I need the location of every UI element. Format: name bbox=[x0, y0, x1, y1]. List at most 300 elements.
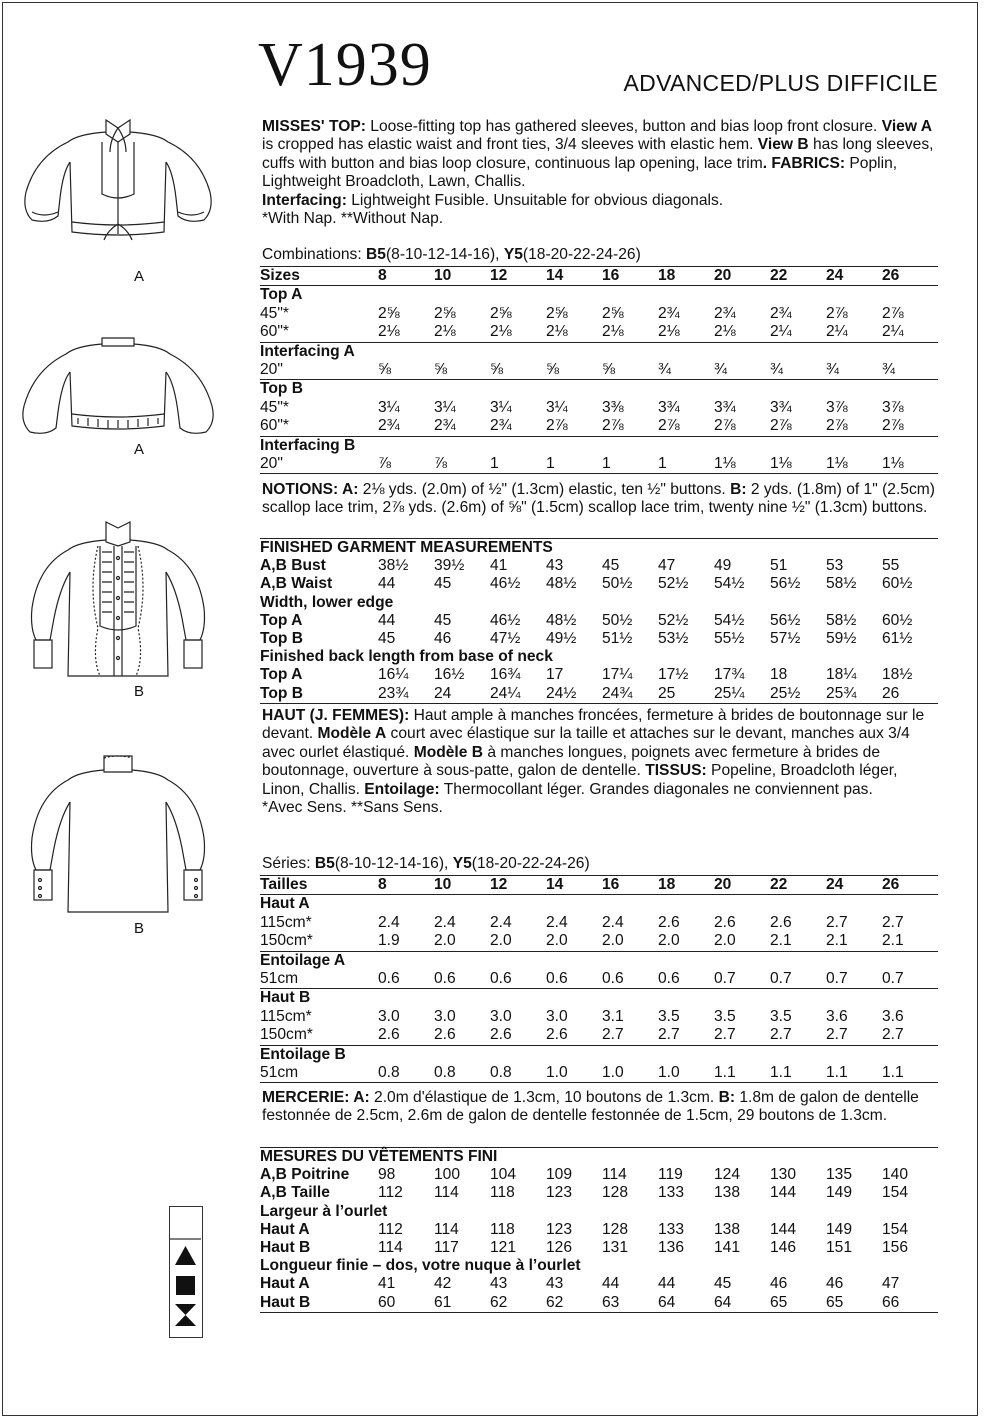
table-cell: 24 bbox=[434, 685, 490, 704]
series-b5-sizes: (8-10-12-14-16), bbox=[334, 855, 453, 872]
desc-text-1: Loose-fitting top has gathered sleeves, button and bias loop front closure. bbox=[365, 118, 882, 135]
table-cell: 41 bbox=[490, 557, 508, 575]
row-label: Haut B bbox=[260, 1239, 311, 1257]
desc-fr-text-1: Haut ample à manches froncées, fermeture à brides de boutonnage sur le devant. bbox=[262, 707, 925, 743]
size-header-cell: 14 bbox=[546, 876, 602, 895]
row-label: Top B bbox=[260, 685, 378, 704]
subheading: Largeur à l’ourlet bbox=[260, 1202, 388, 1220]
table-cell: 128 bbox=[602, 1184, 629, 1202]
size-header-cell: 12 bbox=[490, 267, 546, 286]
table-cell: 3.6 bbox=[882, 1007, 904, 1025]
table-cell: 100 bbox=[434, 1166, 461, 1184]
table-cell: 49 bbox=[714, 557, 732, 575]
table-row bbox=[260, 1239, 938, 1257]
table-cell: 1.1 bbox=[882, 1064, 938, 1083]
desc-fr-entoilage: Entoilage: bbox=[364, 780, 440, 798]
difficulty-label: ADVANCED/PLUS DIFFICILE bbox=[623, 70, 938, 96]
desc-fr-text-4: Popeline, Broadcloth léger, Linon, Challis. bbox=[262, 762, 898, 798]
table-cell: 2⅝ bbox=[434, 304, 456, 322]
table-cell: 3¼ bbox=[490, 398, 512, 416]
table-cell: 1 bbox=[658, 455, 714, 474]
measurements-title-row bbox=[260, 539, 938, 558]
table-cell: 1 bbox=[490, 455, 546, 474]
table-cell: 138 bbox=[714, 1184, 741, 1202]
table-cell: 16½ bbox=[434, 666, 465, 684]
section-title: Entoilage B bbox=[260, 1045, 346, 1063]
table-cell: 149 bbox=[826, 1184, 853, 1202]
table-row bbox=[260, 323, 938, 342]
table-row bbox=[260, 932, 938, 951]
table-cell: 3.5 bbox=[658, 1007, 680, 1025]
table-cell: 2⅝ bbox=[546, 304, 568, 322]
table-cell: 51½ bbox=[602, 630, 633, 648]
row-label: 60"* bbox=[260, 323, 378, 342]
table-cell: 46½ bbox=[490, 575, 521, 593]
row-label: 20" bbox=[260, 455, 378, 474]
table-cell: 0.6 bbox=[378, 970, 434, 989]
table-cell: 2⅝ bbox=[490, 304, 512, 322]
desc-fr-text-2: court avec élastique sur la taille et attaches sur le devant, manches aux 3/4 avec ourlet élastiqué. bbox=[262, 725, 910, 761]
table-cell: 17¾ bbox=[714, 666, 745, 684]
table-cell: 44 bbox=[658, 1275, 676, 1293]
section-title-row bbox=[260, 1045, 938, 1064]
table-cell: 45 bbox=[602, 557, 620, 575]
table-cell: 61½ bbox=[882, 630, 913, 648]
table-cell: 2.6 bbox=[434, 1026, 490, 1045]
row-label: 45"* bbox=[260, 304, 289, 322]
table-cell: 2⅛ bbox=[658, 323, 714, 342]
table-cell: 23¾ bbox=[378, 685, 434, 704]
section-title: Haut A bbox=[260, 895, 310, 913]
table-cell: 17 bbox=[546, 666, 564, 684]
combination-b5-sizes: (8-10-12-14-16), bbox=[385, 246, 504, 263]
table-cell: 124 bbox=[714, 1166, 741, 1184]
table-cell: ⅝ bbox=[602, 361, 658, 380]
table-cell: 2.0 bbox=[434, 932, 490, 951]
size-header-cell: 10 bbox=[434, 267, 490, 286]
table-cell: 2.7 bbox=[882, 1026, 938, 1045]
table-cell: 3.1 bbox=[602, 1007, 624, 1025]
table-cell: 43 bbox=[490, 1275, 508, 1293]
table-cell: 2⅞ bbox=[770, 417, 826, 436]
table-cell: 3⅞ bbox=[826, 398, 848, 416]
table-cell: 3¼ bbox=[434, 398, 456, 416]
table-cell: 2.0 bbox=[658, 932, 714, 951]
table-cell: 104 bbox=[490, 1166, 517, 1184]
table-cell: 123 bbox=[546, 1184, 573, 1202]
size-header-cell: 20 bbox=[714, 876, 770, 895]
row-label: 51cm bbox=[260, 1064, 378, 1083]
subheading: Longueur finie – dos, votre nuque à l’ourlet bbox=[260, 1257, 581, 1275]
size-header-cell: 16 bbox=[602, 876, 658, 895]
desc-nap-note: *With Nap. **Without Nap. bbox=[262, 210, 444, 228]
desc-text-2: is cropped has elastic waist and front ties, 3/4 sleeves with elastic hem. bbox=[262, 136, 758, 154]
row-label: Top A bbox=[260, 611, 303, 629]
series-b5: B5 bbox=[314, 855, 335, 872]
table-cell: 17½ bbox=[658, 666, 689, 684]
table-cell: 3.0 bbox=[378, 1007, 400, 1025]
pattern-number: V1939 bbox=[258, 31, 432, 99]
series-y5: Y5 bbox=[452, 855, 472, 872]
table-cell: 0.8 bbox=[490, 1064, 546, 1083]
table-cell: 133 bbox=[658, 1184, 685, 1202]
size-header-cell: 10 bbox=[434, 876, 490, 895]
table-cell: 0.7 bbox=[770, 970, 826, 989]
view-a-front-sketch bbox=[18, 112, 218, 262]
size-header-cell: 18 bbox=[658, 876, 714, 895]
table-cell: 39½ bbox=[434, 557, 465, 575]
table-cell: 18½ bbox=[882, 666, 913, 684]
desc-view-a: View A bbox=[881, 118, 933, 135]
table-cell: 0.7 bbox=[826, 970, 882, 989]
square-icon bbox=[176, 1276, 195, 1295]
section-title: Haut B bbox=[260, 989, 311, 1007]
table-cell: 0.7 bbox=[714, 970, 770, 989]
table-cell: 24¾ bbox=[602, 685, 658, 704]
view-label-b-front: B bbox=[133, 683, 144, 700]
table-cell: 44 bbox=[378, 575, 396, 593]
table-cell: 47 bbox=[658, 557, 676, 575]
table-cell: 3¾ bbox=[658, 398, 680, 416]
table-cell: 112 bbox=[378, 1184, 403, 1202]
table-cell: 2.1 bbox=[882, 932, 938, 951]
size-header-cell: 26 bbox=[882, 267, 938, 286]
size-header-row bbox=[260, 267, 938, 286]
table-cell: 2⅛ bbox=[546, 323, 602, 342]
table-cell: 45 bbox=[714, 1275, 732, 1293]
table-cell: 128 bbox=[602, 1220, 629, 1238]
section-title: Top A bbox=[260, 286, 303, 304]
table-cell: 1.1 bbox=[770, 1064, 826, 1083]
table-cell: 118 bbox=[490, 1220, 515, 1238]
table-cell: 0.6 bbox=[546, 970, 602, 989]
table-cell: 2⅛ bbox=[714, 323, 770, 342]
mercerie-text-1: 2.0m d'élastique de 1.3cm, 10 boutons de 1.3cm. bbox=[369, 1089, 719, 1106]
table-cell: 109 bbox=[546, 1166, 573, 1184]
row-label: 20" bbox=[260, 361, 378, 380]
desc-fr-lead: HAUT (J. FEMMES): bbox=[262, 707, 410, 724]
view-label-b-back: B bbox=[133, 920, 144, 937]
table-cell: ⅝ bbox=[490, 361, 546, 380]
table-row bbox=[260, 455, 938, 474]
row-label: 150cm* bbox=[260, 932, 378, 951]
table-cell: 118 bbox=[490, 1184, 515, 1202]
size-header-cell: 24 bbox=[826, 267, 882, 286]
table-row bbox=[260, 575, 938, 593]
table-cell: 0.7 bbox=[882, 970, 938, 989]
table-cell: 2⅝ bbox=[602, 304, 624, 322]
desc-fr-text-3: à manches longues, poignets avec fermeture à brides de boutonnage, ouverture à sous-patte, galon de dentelle. bbox=[262, 743, 881, 780]
table-row bbox=[260, 305, 938, 323]
table-cell: 3.0 bbox=[490, 1007, 512, 1025]
yardage-table-english bbox=[260, 266, 938, 474]
table-row bbox=[260, 1184, 938, 1202]
table-cell: 2⅞ bbox=[882, 417, 938, 436]
measurements-title: FINISHED GARMENT MEASUREMENTS bbox=[260, 539, 938, 558]
table-row bbox=[260, 970, 938, 989]
table-cell: 63 bbox=[602, 1294, 658, 1313]
table-cell: 3¼ bbox=[378, 398, 400, 416]
view-label-a-back: A bbox=[133, 441, 144, 458]
mercerie-lead: MERCERIE: A: bbox=[262, 1089, 370, 1106]
table-cell: 25½ bbox=[770, 685, 826, 704]
table-cell: 2.7 bbox=[714, 1026, 770, 1045]
table-cell: 2⅛ bbox=[602, 323, 658, 342]
table-cell: 2¾ bbox=[434, 417, 490, 436]
table-cell: ⅝ bbox=[378, 361, 434, 380]
row-label: A,B Bust bbox=[260, 557, 326, 575]
measurements-title-row bbox=[260, 1148, 938, 1167]
table-cell: 0.8 bbox=[378, 1064, 434, 1083]
table-cell: 3.6 bbox=[826, 1007, 848, 1025]
table-cell: 1.1 bbox=[826, 1064, 882, 1083]
table-cell: 43 bbox=[546, 1275, 564, 1293]
notions-text-1: 2⅛ yds. (2.0m) of ½" (1.3cm) elastic, ten ½" buttons. bbox=[358, 481, 731, 498]
table-cell: 144 bbox=[770, 1184, 797, 1202]
measurements-title: MESURES DU VÊTEMENTS FINI bbox=[260, 1148, 938, 1167]
table-cell: 45 bbox=[378, 630, 396, 648]
table-cell: 131 bbox=[602, 1239, 629, 1257]
table-cell: 144 bbox=[770, 1220, 797, 1238]
table-cell: 46 bbox=[826, 1275, 844, 1293]
table-cell: 141 bbox=[714, 1239, 741, 1257]
measurements-table-french bbox=[260, 1147, 938, 1313]
table-cell: 2⅞ bbox=[826, 417, 882, 436]
table-cell: 3.0 bbox=[546, 1007, 568, 1025]
size-header-row bbox=[260, 876, 938, 895]
row-label: A,B Taille bbox=[260, 1184, 330, 1202]
table-cell: 2¾ bbox=[378, 417, 434, 436]
table-cell: 114 bbox=[434, 1220, 459, 1238]
measurements-table-english bbox=[260, 538, 938, 704]
subheading-row bbox=[260, 1203, 938, 1221]
table-cell: 2.4 bbox=[490, 913, 512, 931]
table-cell: 1.0 bbox=[602, 1064, 658, 1083]
table-cell: 2.1 bbox=[770, 932, 826, 951]
yardage-table-french bbox=[260, 875, 938, 1083]
description-english bbox=[262, 118, 942, 228]
section-title: Top B bbox=[260, 380, 304, 398]
table-cell: ¾ bbox=[882, 361, 938, 380]
size-header-cell: 8 bbox=[378, 876, 434, 895]
table-cell: 46 bbox=[434, 630, 452, 648]
desc-text-4: Poplin, Lightweight Broadcloth, Lawn, Challis. bbox=[262, 154, 898, 191]
table-cell: 52½ bbox=[658, 611, 689, 629]
table-cell: 2⅛ bbox=[490, 323, 546, 342]
table-cell: 1⅛ bbox=[882, 455, 938, 474]
size-header-cell: 14 bbox=[546, 267, 602, 286]
table-cell: 126 bbox=[546, 1239, 573, 1257]
table-cell: 2.4 bbox=[602, 913, 624, 931]
table-cell: 25¾ bbox=[826, 685, 882, 704]
table-cell: 38½ bbox=[378, 557, 409, 575]
row-label: A,B Poitrine bbox=[260, 1166, 350, 1184]
section-title-row bbox=[260, 286, 938, 305]
section-title-row bbox=[260, 436, 938, 455]
pattern-symbols-box bbox=[169, 1206, 203, 1338]
table-cell: 53 bbox=[826, 557, 844, 575]
row-label: Haut A bbox=[260, 1275, 310, 1293]
table-cell: 2⅞ bbox=[882, 304, 904, 322]
combination-y5-sizes: (18-20-22-24-26) bbox=[522, 246, 641, 263]
table-cell: 2.1 bbox=[826, 932, 882, 951]
table-cell: 149 bbox=[826, 1220, 853, 1238]
section-title-row bbox=[260, 342, 938, 361]
desc-text-5: Lightweight Fusible. Unsuitable for obvious diagonals. bbox=[346, 191, 724, 209]
table-cell: ⅞ bbox=[434, 455, 490, 474]
table-cell: 2¼ bbox=[882, 323, 938, 342]
table-cell: 114 bbox=[434, 1184, 459, 1202]
table-cell: 54½ bbox=[714, 575, 745, 593]
row-label: 115cm* bbox=[260, 913, 312, 931]
desc-interfacing-label: Interfacing: bbox=[262, 191, 347, 209]
table-cell: 42 bbox=[434, 1275, 452, 1293]
table-cell: 2.7 bbox=[882, 913, 904, 931]
table-cell: 114 bbox=[602, 1166, 627, 1184]
view-label-a-front: A bbox=[133, 268, 144, 285]
table-cell: ¾ bbox=[714, 361, 770, 380]
row-label: Top A bbox=[260, 666, 303, 684]
table-cell: 2⅞ bbox=[714, 417, 770, 436]
table-cell: 119 bbox=[658, 1166, 683, 1184]
table-cell: 25 bbox=[658, 685, 714, 704]
table-cell: 1⅛ bbox=[714, 455, 770, 474]
table-cell: 58½ bbox=[826, 575, 857, 593]
table-row bbox=[260, 417, 938, 436]
table-cell: 3¾ bbox=[770, 398, 792, 416]
hourglass-icon bbox=[175, 1304, 196, 1326]
size-header-cell: 18 bbox=[658, 267, 714, 286]
table-cell: 0.6 bbox=[490, 970, 546, 989]
table-cell: 60 bbox=[378, 1294, 434, 1313]
table-cell: 114 bbox=[378, 1239, 403, 1257]
table-cell: 43 bbox=[546, 557, 564, 575]
table-row bbox=[260, 914, 938, 932]
table-cell: 2.4 bbox=[378, 913, 400, 931]
table-cell: 65 bbox=[770, 1294, 826, 1313]
table-cell: 2.7 bbox=[770, 1026, 826, 1045]
table-cell: 117 bbox=[434, 1239, 459, 1257]
combination-b5: B5 bbox=[366, 246, 386, 263]
table-cell: 2¾ bbox=[658, 304, 680, 322]
table-cell: 64 bbox=[714, 1294, 770, 1313]
table-cell: 2.7 bbox=[826, 1026, 882, 1045]
desc-fr-tissus: TISSUS: bbox=[645, 762, 707, 780]
table-cell: 1 bbox=[602, 455, 658, 474]
triangle-up-icon bbox=[175, 1246, 196, 1265]
notions-french bbox=[262, 1089, 942, 1126]
table-cell: 1⅛ bbox=[770, 455, 826, 474]
table-cell: 2.6 bbox=[378, 1026, 434, 1045]
size-header-cell: 22 bbox=[770, 267, 826, 286]
desc-fr-nap-note: *Avec Sens. **Sans Sens. bbox=[262, 799, 443, 817]
table-cell: 25¼ bbox=[714, 685, 770, 704]
table-row bbox=[260, 685, 938, 704]
section-title: Interfacing B bbox=[260, 436, 356, 454]
desc-fr-text-5: Thermocollant léger. Grandes diagonales ne conviennent pas. bbox=[439, 780, 873, 798]
table-cell: 44 bbox=[602, 1275, 620, 1293]
mercerie-text-2: 1.8m de galon de dentelle festonnée de 2.5cm, 2.6m de galon de dentelle festonnée de 1.5cm, 29 boutons de 1.3cm. bbox=[262, 1089, 919, 1125]
section-title: Entoilage A bbox=[260, 951, 346, 969]
section-title-row bbox=[260, 380, 938, 399]
subheading: Finished back length from base of neck bbox=[260, 648, 553, 666]
size-header-cell: 22 bbox=[770, 876, 826, 895]
table-cell: 50½ bbox=[602, 611, 633, 629]
table-cell: 61 bbox=[434, 1294, 490, 1313]
table-cell: 56½ bbox=[770, 611, 801, 629]
subheading-row bbox=[260, 1257, 938, 1275]
table-cell: 18¼ bbox=[826, 666, 857, 684]
size-header-cell: 20 bbox=[714, 267, 770, 286]
table-cell: 2.0 bbox=[714, 932, 770, 951]
combinations-french bbox=[262, 855, 590, 873]
table-cell: 3.0 bbox=[434, 1007, 456, 1025]
table-cell: 2.6 bbox=[658, 913, 680, 931]
table-cell: 47 bbox=[882, 1275, 900, 1293]
table-row bbox=[260, 1026, 938, 1045]
table-cell: 46 bbox=[770, 1275, 788, 1293]
table-cell: 24¼ bbox=[490, 685, 546, 704]
table-cell: 130 bbox=[770, 1166, 797, 1184]
mercerie-b: B: bbox=[718, 1089, 736, 1106]
row-label: A,B Waist bbox=[260, 575, 333, 593]
table-cell: 57½ bbox=[770, 630, 801, 648]
row-label: 150cm* bbox=[260, 1026, 378, 1045]
table-cell: 18 bbox=[770, 666, 788, 684]
combinations-english bbox=[262, 246, 641, 264]
table-cell: 0.8 bbox=[434, 1064, 490, 1083]
table-cell: 2⅛ bbox=[378, 323, 434, 342]
table-cell: 17¼ bbox=[602, 666, 633, 684]
table-cell: 64 bbox=[658, 1294, 714, 1313]
table-cell: 60½ bbox=[882, 611, 913, 629]
table-cell: 2.0 bbox=[602, 932, 658, 951]
table-cell: 2.6 bbox=[490, 1026, 546, 1045]
table-cell: 62 bbox=[546, 1294, 602, 1313]
table-cell: 58½ bbox=[826, 611, 857, 629]
table-cell: 2⅛ bbox=[434, 323, 490, 342]
table-cell: ⅝ bbox=[434, 361, 490, 380]
table-cell: 2.4 bbox=[546, 913, 568, 931]
table-cell: 151 bbox=[826, 1239, 853, 1257]
table-cell: 2¾ bbox=[770, 304, 792, 322]
table-row bbox=[260, 666, 938, 684]
table-cell: 56½ bbox=[770, 575, 801, 593]
table-cell: 55 bbox=[882, 557, 900, 575]
table-cell: ⅞ bbox=[378, 455, 434, 474]
table-cell: 1.1 bbox=[714, 1064, 770, 1083]
table-cell: 62 bbox=[490, 1294, 546, 1313]
table-cell: 24½ bbox=[546, 685, 602, 704]
table-cell: 2.7 bbox=[658, 1026, 714, 1045]
table-cell: 46½ bbox=[490, 611, 521, 629]
table-cell: 2.6 bbox=[770, 913, 792, 931]
table-cell: 0.6 bbox=[602, 970, 658, 989]
size-header-cell: 16 bbox=[602, 267, 658, 286]
notions-b: B: bbox=[730, 481, 747, 498]
table-cell: 48½ bbox=[546, 611, 577, 629]
size-header-cell: 8 bbox=[378, 267, 434, 286]
size-header-label: Tailles bbox=[260, 876, 378, 895]
table-cell: 121 bbox=[490, 1239, 517, 1257]
table-cell: 26 bbox=[882, 685, 938, 704]
desc-fr-model-b: Modèle B bbox=[413, 743, 484, 761]
desc-text-3: has long sleeves, cuffs with button and bias loop closure, continuous lap opening, lace trim bbox=[262, 136, 934, 172]
table-row bbox=[260, 1221, 938, 1239]
size-header-cell: 26 bbox=[882, 876, 938, 895]
table-row bbox=[260, 1294, 938, 1313]
table-row bbox=[260, 630, 938, 648]
